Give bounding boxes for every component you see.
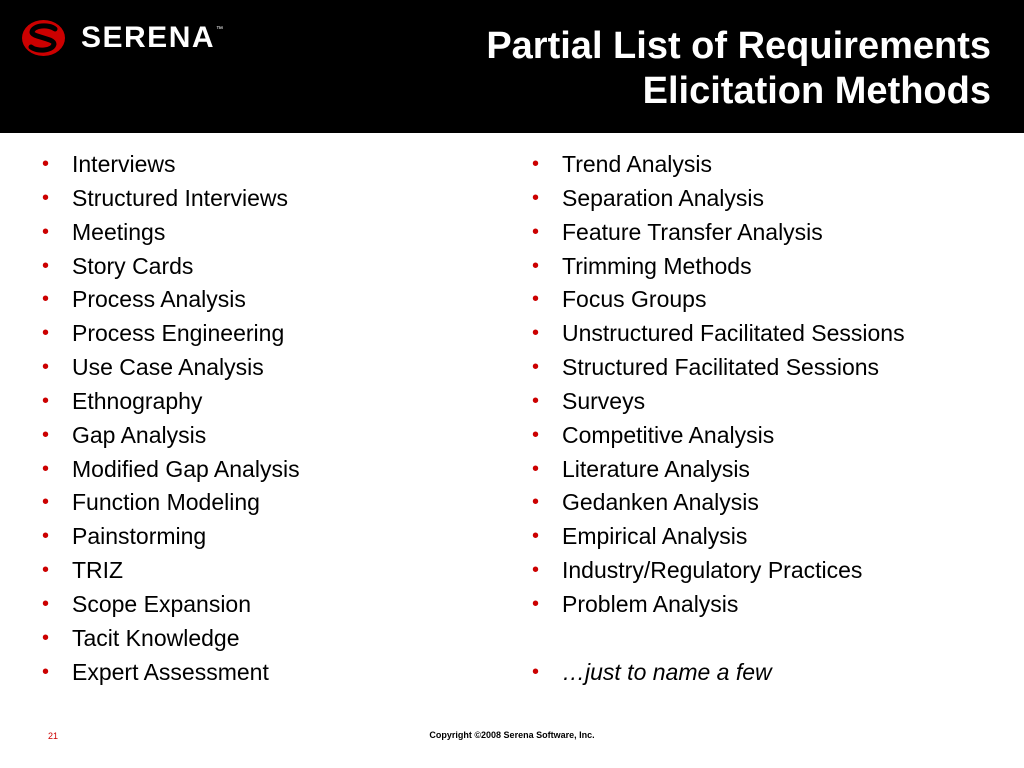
list-item-text: Problem Analysis <box>562 590 739 617</box>
list-item <box>40 351 490 385</box>
page-number: 21 <box>48 731 59 741</box>
list-item-text: …just to name a few <box>562 658 772 685</box>
list-item <box>40 250 490 284</box>
bullet-icon: • <box>42 254 50 277</box>
bullet-icon: • <box>532 389 540 412</box>
list-spacer <box>530 622 1000 656</box>
list-item <box>530 554 1000 588</box>
list-item <box>40 520 490 554</box>
bullet-icon: • <box>42 186 50 209</box>
list-item-text: Expert Assessment <box>72 658 269 685</box>
list-item <box>530 182 1000 216</box>
list-item-text: Ethnography <box>72 387 203 414</box>
list-item <box>530 385 1000 419</box>
bullet-icon: • <box>42 559 50 582</box>
list-item-text: Literature Analysis <box>562 455 750 482</box>
list-item-text: Story Cards <box>72 252 194 279</box>
list-item-text: Feature Transfer Analysis <box>562 218 823 245</box>
bullet-icon: • <box>532 254 540 277</box>
list-item-text: Tacit Knowledge <box>72 624 240 651</box>
bullet-icon: • <box>532 153 540 175</box>
bullet-icon: • <box>42 153 50 175</box>
list-item-text: Structured Facilitated Sessions <box>562 354 880 381</box>
list-item-text: Gap Analysis <box>72 421 207 448</box>
bullet-icon: • <box>42 356 50 379</box>
list-item-text: Surveys <box>562 387 646 414</box>
list-item <box>40 588 490 622</box>
title-line-1: Partial List of Requirements <box>486 25 991 67</box>
bullet-icon: • <box>42 457 50 480</box>
list-item <box>530 588 1000 622</box>
bullet-icon: • <box>532 220 540 243</box>
bullet-icon: • <box>42 592 50 615</box>
list-item <box>40 486 490 520</box>
list-item <box>40 419 490 453</box>
list-item-text: Industry/Regulatory Practices <box>562 557 863 584</box>
list-item-text: Structured Interviews <box>72 184 289 211</box>
list-item-text: Function Modeling <box>72 489 260 516</box>
bullet-icon: • <box>532 457 540 480</box>
list-item-text: Scope Expansion <box>72 590 252 617</box>
serena-logo-icon <box>20 18 67 58</box>
bullet-icon: • <box>42 626 50 649</box>
list-item <box>530 250 1000 284</box>
list-item-text: Trend Analysis <box>562 151 712 177</box>
trademark-symbol: ™ <box>216 26 224 33</box>
slide-header <box>0 0 1024 133</box>
list-item <box>40 317 490 351</box>
bullet-icon: • <box>532 525 540 548</box>
copyright-notice: Copyright ©2008 Serena Software, Inc. <box>429 730 595 740</box>
list-item <box>40 554 490 588</box>
list-item-text: Unstructured Facilitated Sessions <box>562 320 905 347</box>
list-item-text: Process Engineering <box>72 320 285 347</box>
list-item <box>40 283 490 317</box>
list-item-text: Painstorming <box>72 523 207 550</box>
list-item <box>530 351 1000 385</box>
list-item-text: Meetings <box>72 218 166 245</box>
list-item-text: Interviews <box>72 151 176 177</box>
list-item <box>40 622 490 656</box>
bullet-icon: • <box>42 491 50 514</box>
bullet-icon: • <box>532 423 540 446</box>
list-item-text: Modified Gap Analysis <box>72 455 300 482</box>
bullet-icon: • <box>42 423 50 446</box>
list-item-text: Trimming Methods <box>562 252 752 279</box>
bullet-icon: • <box>42 322 50 345</box>
bullet-icon: • <box>532 660 540 683</box>
list-item-text: Empirical Analysis <box>562 523 748 550</box>
bullet-icon: • <box>42 220 50 243</box>
bullet-icon: • <box>42 389 50 412</box>
list-item-text: Competitive Analysis <box>562 421 775 448</box>
list-item <box>530 148 1000 182</box>
list-item <box>40 453 490 487</box>
bullet-icon: • <box>532 322 540 345</box>
list-item <box>530 283 1000 317</box>
bullet-icon: • <box>42 288 50 311</box>
list-item-text: Focus Groups <box>562 286 707 313</box>
list-item <box>530 656 1000 690</box>
bullet-icon: • <box>42 660 50 683</box>
bullet-icon: • <box>42 525 50 548</box>
list-item <box>40 385 490 419</box>
right-method-list <box>530 148 1000 690</box>
brand-name: SERENA <box>81 21 216 54</box>
title-line-2: Elicitation Methods <box>642 70 991 112</box>
list-item-text: Gedanken Analysis <box>562 489 759 516</box>
bullet-icon: • <box>532 356 540 379</box>
slide-title <box>291 24 991 114</box>
left-method-list <box>40 148 490 690</box>
list-item <box>40 216 490 250</box>
list-item <box>530 520 1000 554</box>
list-item <box>530 216 1000 250</box>
bullet-icon: • <box>532 592 540 615</box>
bullet-icon: • <box>532 186 540 209</box>
list-item-text: Process Analysis <box>72 286 246 313</box>
bullet-icon: • <box>532 288 540 311</box>
list-item <box>40 148 490 182</box>
list-item-text: Separation Analysis <box>562 184 765 211</box>
list-item <box>530 317 1000 351</box>
bullet-icon: • <box>532 491 540 514</box>
list-item <box>530 486 1000 520</box>
list-item <box>40 182 490 216</box>
list-item-text: Use Case Analysis <box>72 354 264 381</box>
list-item <box>40 656 490 690</box>
list-item <box>530 453 1000 487</box>
list-item <box>530 419 1000 453</box>
serena-logo <box>20 18 223 58</box>
list-item-text: TRIZ <box>72 557 124 584</box>
bullet-icon: • <box>532 559 540 582</box>
